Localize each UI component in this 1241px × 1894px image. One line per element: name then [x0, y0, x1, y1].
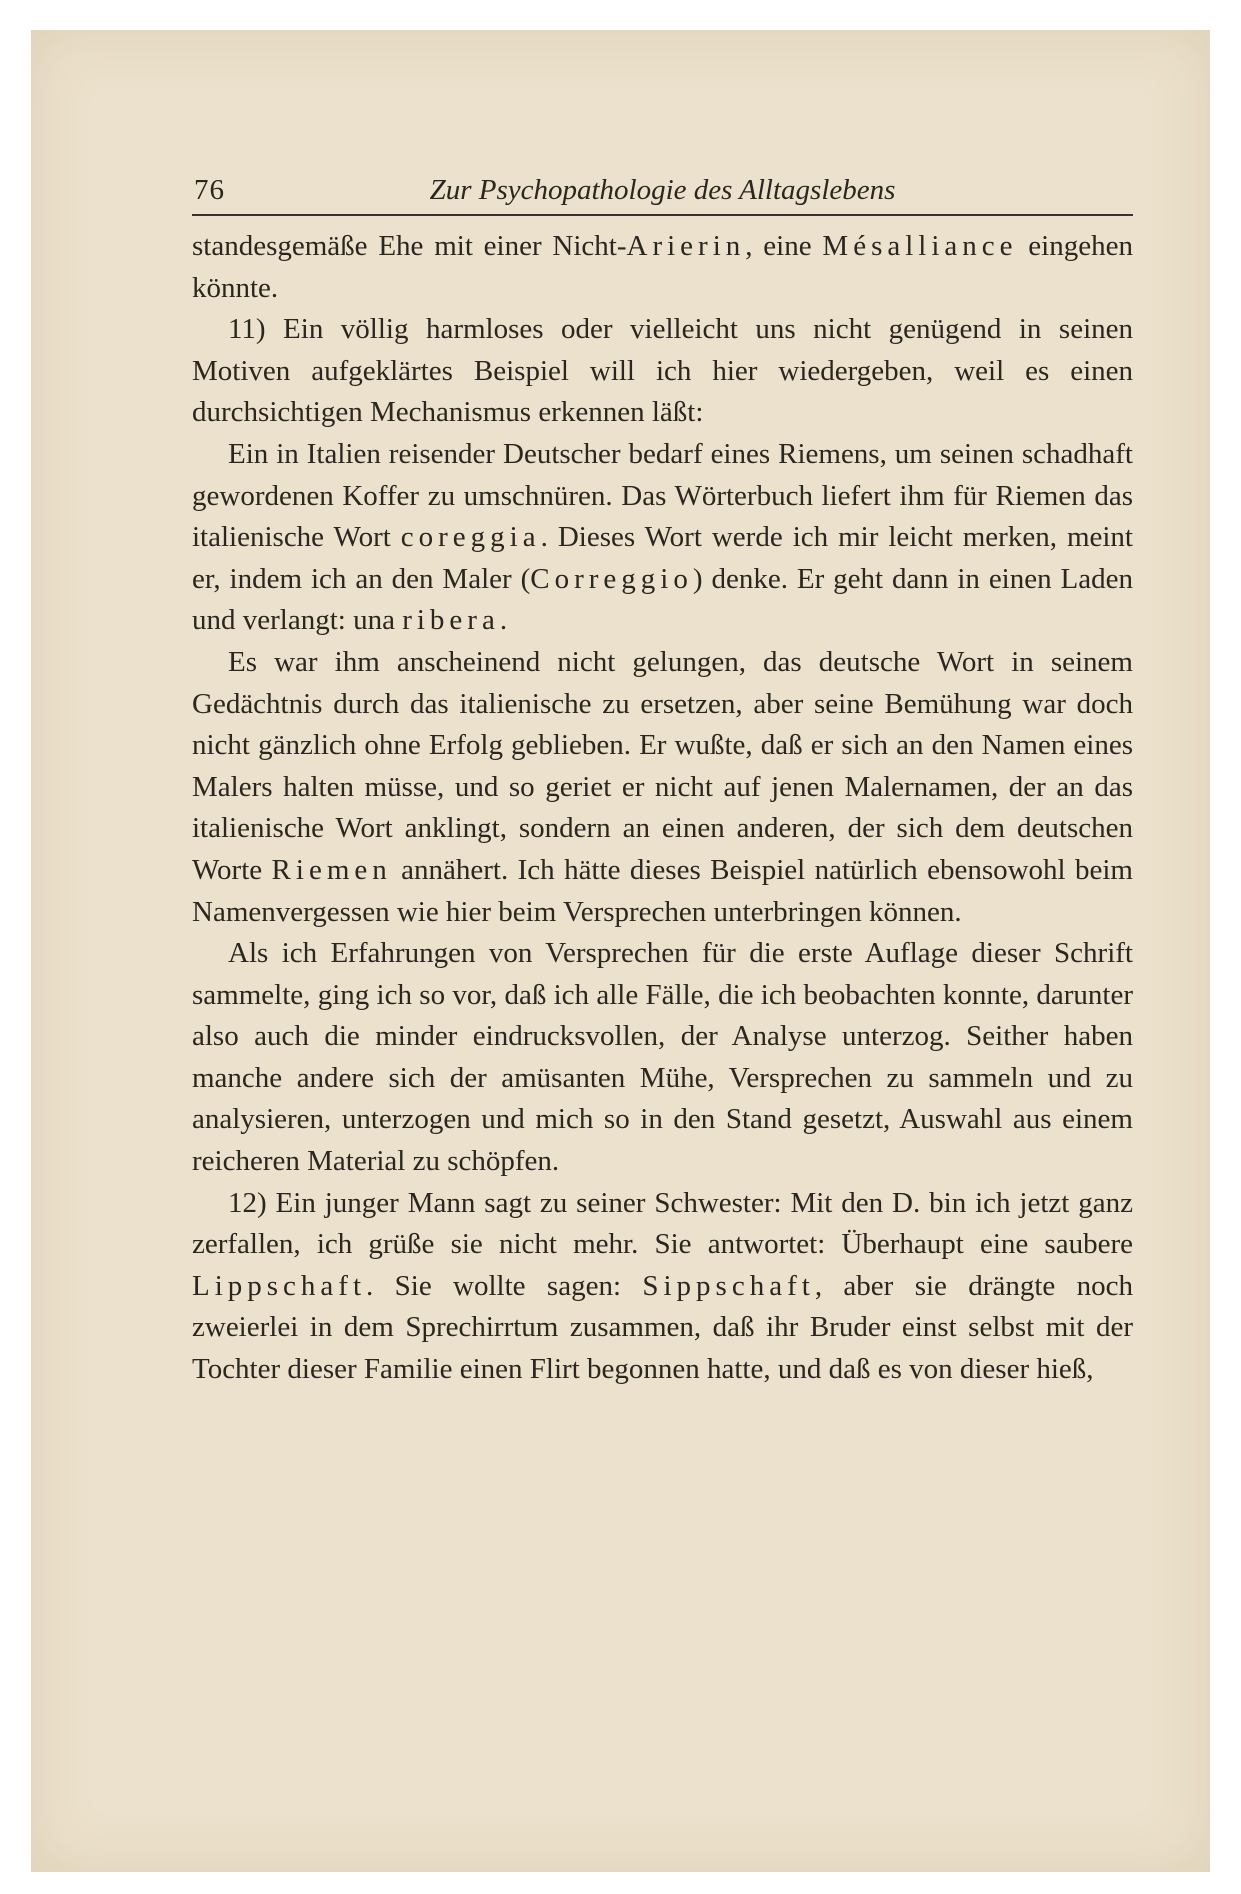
paragraph — [192, 933, 1133, 1183]
paragraph — [192, 309, 1133, 434]
emphasized-word: Lippschaft — [192, 1269, 367, 1302]
emphasized-word: coreggia — [400, 521, 541, 554]
emphasized-word: ribera — [402, 604, 500, 637]
emphasized-word: Correggio — [530, 562, 693, 595]
text-run: , eine — [745, 230, 823, 262]
paragraph — [192, 226, 1133, 309]
page-header — [192, 168, 1133, 216]
text-run: 11) Ein völlig harmloses oder vielleicht uns nicht genügend in seinen Motiven aufgeklärtes Beispiel will ich hier wiedergeben, weil es einen durchsichtigen Mechanismus erkennen läßt: — [192, 313, 1133, 429]
body-text — [192, 226, 1133, 1391]
emphasized-word: Sippschaft — [642, 1269, 815, 1302]
emphasized-word: Mésalliance — [822, 230, 1018, 262]
page-number: 76 — [194, 174, 225, 206]
text-run: Als ich Erfahrungen von Versprechen für die erste Auflage dieser Schrift sammelte, ging ich so vor, daß ich alle Fälle, die ich beobachten konnte, darunter also auch die minder eindrucksvollen, der Analyse unterzog. Seither haben manche andere sich der amüsanten Mühe, Versprechen zu sammeln und zu analysieren, unterzogen und mich so in den Stand gesetzt, Auswahl aus einem reicheren Material zu schöpfen. — [192, 937, 1133, 1178]
text-run: . Dieses Wort werde ich mir leicht merken, meint er, indem ich an den Maler ( — [192, 521, 1133, 595]
text-run: . — [499, 604, 508, 637]
text-run: Es war ihm anscheinend nicht gelungen, das deutsche Wort in seinem Gedächtnis durch das italienische zu ersetzen, aber seine Bemühung war doch nicht gänzlich ohne Erfolg geblieben. Er wußte, daß er sich an den Namen eines Malers halten müsse, und so geriet er nicht auf jenen Malernamen, der an das italienische Wort anklingt, sondern an einen anderen, der sich dem deutschen Worte — [192, 645, 1133, 886]
emphasized-word: Arierin — [626, 230, 746, 262]
text-run: standesgemäße Ehe mit einer Nicht- — [192, 230, 627, 262]
paragraph — [192, 642, 1133, 933]
paragraph — [192, 1183, 1133, 1391]
text-run: eingehen könnte. — [192, 230, 1133, 304]
running-title: Zur Psychopathologie des Alltagslebens — [429, 174, 896, 206]
text-run: annähert. Ich hätte dieses Beispiel natürlich ebensowohl beim Namenvergessen wie hier beim Versprechen unterbringen können. — [192, 853, 1133, 928]
text-run: Ein in Italien reisender Deutscher bedarf eines Riemens, um seinen schadhaft gewordenen Koffer zu umschnüren. Das Wörterbuch liefert ihm für Riemen das italienische Wort — [192, 437, 1133, 554]
text-run: , aber sie drängte noch zweierlei in dem Sprechirrtum zusammen, daß ihr Bruder einst selbst mit der Tochter dieser Familie einen Flirt begonnen hatte, und daß es von dieser hieß, — [192, 1269, 1133, 1386]
text-run: 12) Ein junger Mann sagt zu seiner Schwester: Mit den D. bin ich jetzt ganz zerfallen, ich grüße sie nicht mehr. Sie antwortet: Überhaupt eine saubere — [192, 1186, 1133, 1261]
text-run: ) denke. Er geht dann in einen Laden und verlangt: una — [192, 562, 1134, 637]
paragraph — [192, 434, 1133, 642]
emphasized-word: Riemen — [271, 853, 392, 886]
text-run: . Sie wollte sagen: — [366, 1269, 643, 1302]
